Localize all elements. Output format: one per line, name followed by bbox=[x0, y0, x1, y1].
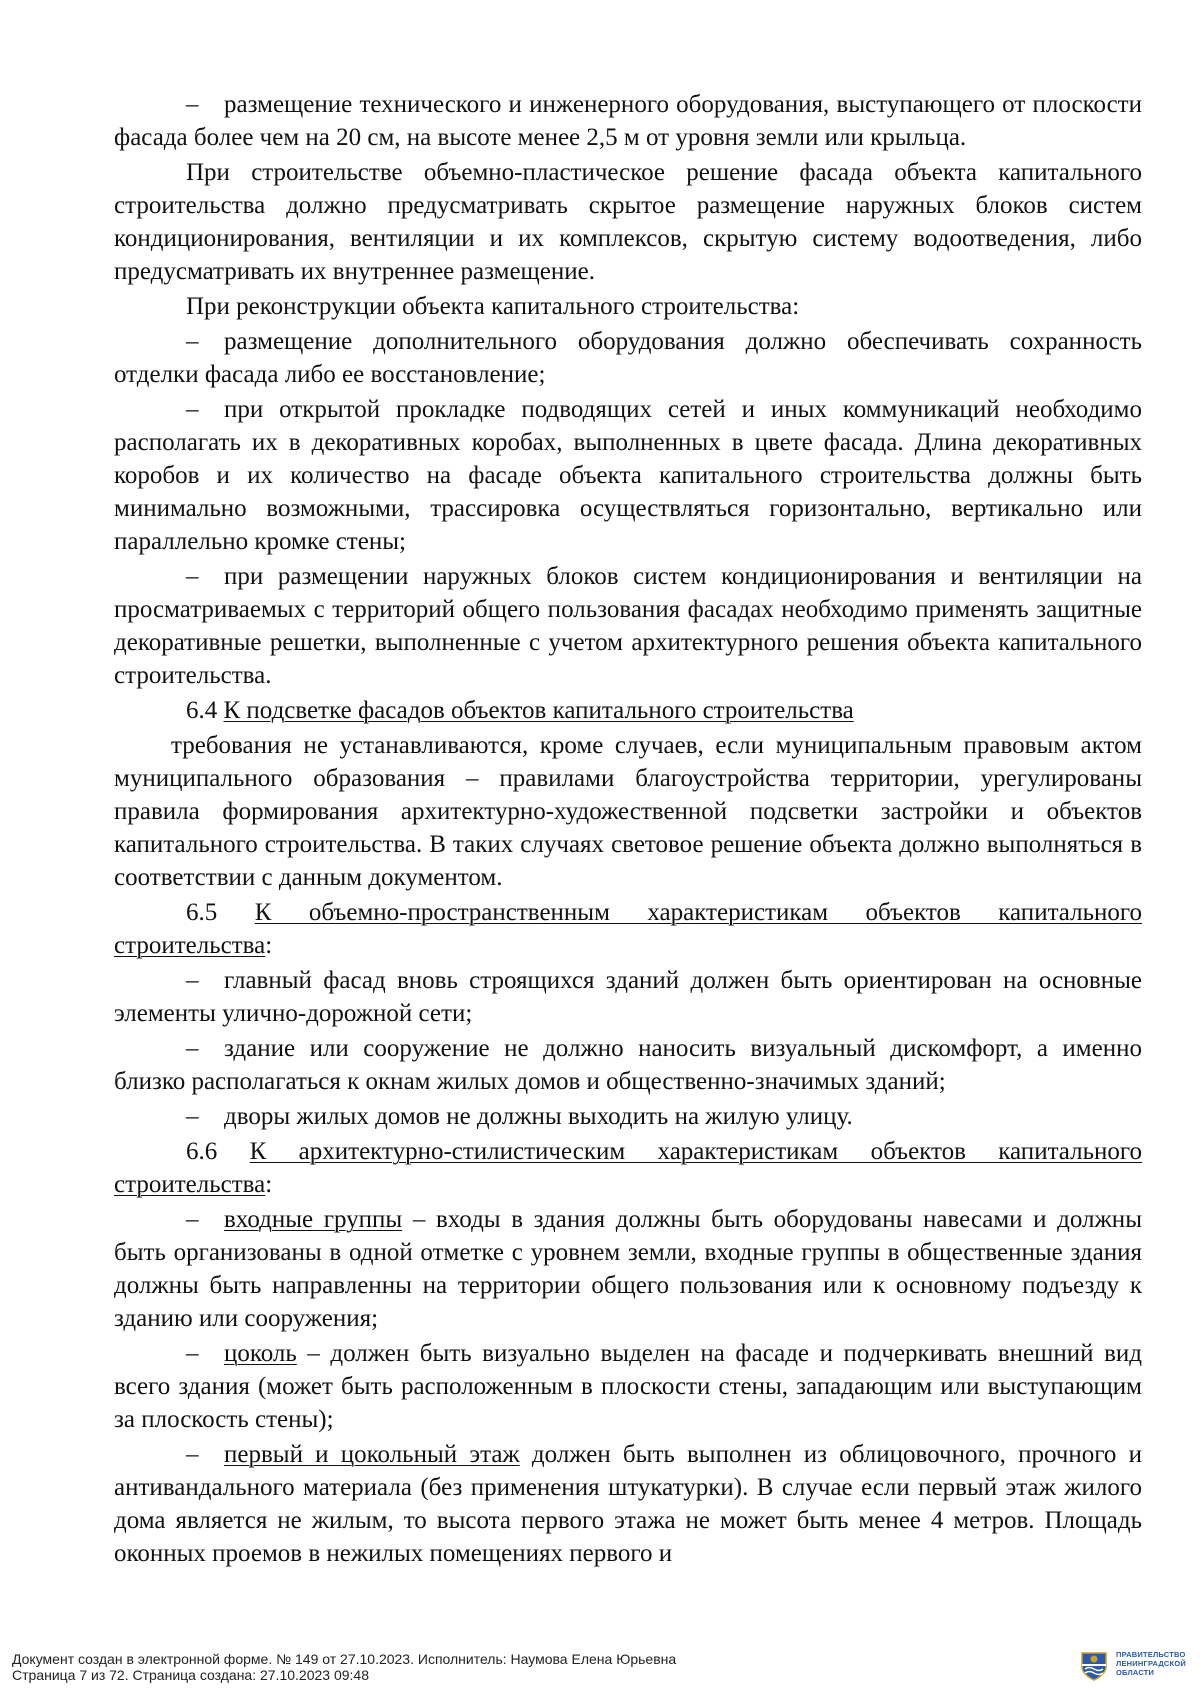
list-dash: – bbox=[186, 1035, 199, 1062]
underlined-heading: К подсветке фасадов объектов капитального строительства bbox=[223, 697, 854, 724]
paragraph-text: при открытой прокладке подводящих сетей и иных коммуникаций необходимо располагать их в декоративных коробах, выполненных в цвете фасада. Длина декоративных коробов и их количество на фасаде объекта капитального строительства должны быть минимально возможными, трассировка осуществляться горизонтально, вертикально или параллельно кромке стены; bbox=[114, 396, 1142, 555]
underlined-heading: цоколь bbox=[224, 1340, 297, 1367]
paragraph-text: должен быть выполнен из облицовочного, прочного и антивандального материала (без применения штукатурки). В случае если первый этаж жилого дома является не жилым, то высота первого этажа не может быть менее 4 метров. Площадь оконных проемов в нежилых помещениях первого и bbox=[114, 1441, 1142, 1567]
paragraph-text: 6.6 bbox=[186, 1138, 250, 1165]
underlined-heading: входные группы bbox=[224, 1206, 403, 1233]
paragraph-text: размещение технического и инженерного оборудования, выступающего от плоскости фасада более чем на 20 см, на высоте менее 2,5 м от уровня земли или крыльца. bbox=[114, 91, 1142, 151]
paragraph bbox=[114, 964, 1142, 1030]
paragraph bbox=[114, 325, 1142, 391]
paragraph-text: : bbox=[265, 1171, 273, 1198]
paragraph-text: – должен быть визуально выделен на фасаде и подчеркивать внешний вид всего здания (может быть расположенным в плоскости стены, западающим или выступающим за плоскость стены); bbox=[114, 1340, 1142, 1433]
paragraph-text: здание или сооружение не должно наносить визуальный дискомфорт, а именно близко располагаться к окнам жилых домов и общественно-значимых зданий; bbox=[114, 1035, 1142, 1095]
paragraph bbox=[114, 560, 1142, 692]
paragraph bbox=[114, 1438, 1142, 1570]
paragraph bbox=[114, 1100, 1142, 1133]
list-dash: – bbox=[186, 1340, 199, 1367]
footer bbox=[12, 1645, 1188, 1693]
paragraph bbox=[114, 729, 1142, 894]
underlined-heading: первый и цокольный этаж bbox=[224, 1441, 520, 1468]
paragraph-text: При реконструкции объекта капитального строительства: bbox=[186, 293, 800, 320]
paragraph-text: 6.4 bbox=[186, 697, 224, 724]
paragraph bbox=[114, 1203, 1142, 1335]
paragraph bbox=[114, 1032, 1142, 1098]
paragraph-text: : bbox=[265, 932, 273, 959]
coat-of-arms-icon bbox=[1080, 1651, 1108, 1681]
list-dash: – bbox=[186, 1206, 199, 1233]
paragraph-text: главный фасад вновь строящихся зданий должен быть ориентирован на основные элементы улично-дорожной сети; bbox=[114, 967, 1142, 1027]
document-body bbox=[114, 88, 1142, 1572]
footer-document-info: Документ создан в электронной форме. № 149 от 27.10.2023. Исполнитель: Наумова Елена Юрьевна bbox=[12, 1651, 677, 1667]
list-dash: – bbox=[186, 396, 199, 423]
list-dash: – bbox=[186, 1441, 199, 1468]
paragraph bbox=[114, 393, 1142, 558]
government-logo bbox=[1070, 1645, 1190, 1689]
list-dash: – bbox=[186, 967, 199, 994]
paragraph bbox=[114, 88, 1142, 154]
paragraph-text: при размещении наружных блоков систем кондиционирования и вентиляции на просматриваемых с территорий общего пользования фасадах необходимо применять защитные декоративные решетки, выполненные с учетом архитектурного решения объекта капитального строительства. bbox=[114, 563, 1142, 689]
government-logo-text: ПРАВИТЕЛЬСТВО ЛЕНИНГРАДСКОЙ ОБЛАСТИ bbox=[1116, 1650, 1186, 1677]
paragraph-text: дворы жилых домов не должны выходить на жилую улицу. bbox=[224, 1103, 853, 1130]
footer-page-info: Страница 7 из 72. Страница создана: 27.10.2023 09:48 bbox=[12, 1667, 369, 1683]
paragraph bbox=[114, 896, 1142, 962]
underlined-heading: К архитектурно-стилистическим характеристикам объектов капитального строительства bbox=[114, 1138, 1143, 1198]
paragraph-text: размещение дополнительного оборудования должно обеспечивать сохранность отделки фасада либо ее восстановление; bbox=[114, 328, 1142, 388]
paragraph-text: требования не устанавливаются, кроме случаев, если муниципальным правовым актом муниципального образования – правилами благоустройства территории, урегулированы правила формирования архитектурно-художественной подсветки застройки и объектов капитального строительства. В таких случаях световое решение объекта должно выполняться в соответствии с данным документом. bbox=[114, 732, 1142, 891]
list-dash: – bbox=[186, 328, 199, 355]
paragraph bbox=[114, 290, 1142, 323]
paragraph-text: При строительстве объемно-пластическое решение фасада объекта капитального строительства должно предусматривать скрытое размещение наружных блоков систем кондиционирования, вентиляции и их комплексов, скрытую систему водоотведения, либо предусматривать их внутреннее размещение. bbox=[114, 159, 1142, 285]
paragraph bbox=[114, 1337, 1142, 1436]
underlined-heading: К объемно-пространственным характеристикам объектов капитального строительства bbox=[114, 899, 1143, 959]
paragraph bbox=[114, 1135, 1142, 1201]
paragraph bbox=[114, 694, 1142, 727]
list-dash: – bbox=[186, 91, 199, 118]
paragraph-text: – входы в здания должны быть оборудованы навесами и должны быть организованы в одной отметке с уровнем земли, входные группы в общественные здания должны быть направленны на территории общего пользования или к основному подъезду к зданию или сооружения; bbox=[114, 1206, 1142, 1332]
paragraph bbox=[114, 156, 1142, 288]
list-dash: – bbox=[186, 1103, 199, 1130]
list-dash: – bbox=[186, 563, 199, 590]
paragraph-text: 6.5 bbox=[186, 899, 255, 926]
